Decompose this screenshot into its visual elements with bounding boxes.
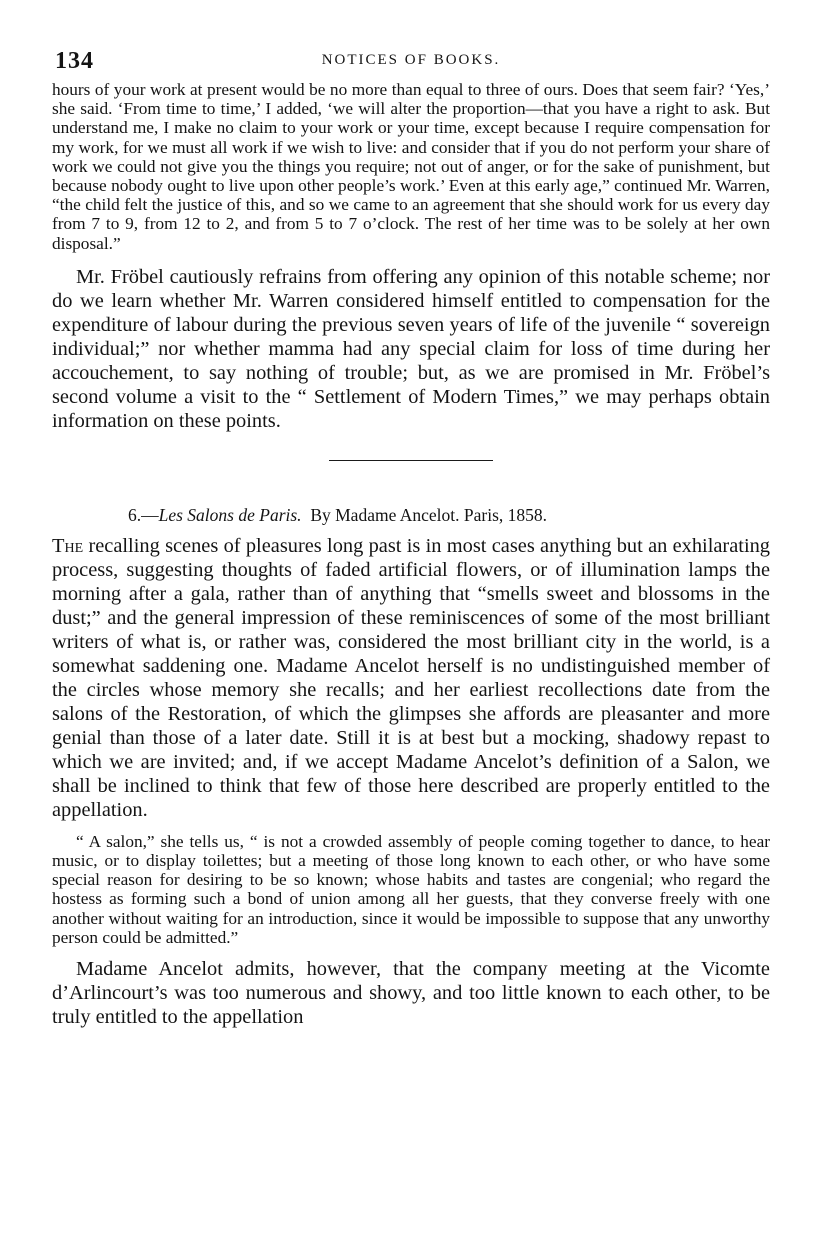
review-opening-text: recalling scenes of pleasures long past is in most cases anything but an exhilarating process, suggesting thoughts of faded artificial flowers, or of illumination lamps the morning after a gala, rather than of anything that “smells sweet and blossoms in the dust;” and the general impression of these reminiscences of some of the most brilliant writers of what is, or rather was, considered the most brilliant city in the world, is a somewhat saddening one. Madame Ancelot herself is no undistinguished member of the circles whose memory she recalls; and her earliest recollections date from the salons of the Restoration, of which the glimpses she affords are pleasanter and more genial than those of a later date. Still it is at best but a mocking, shadowy repast to which we are invited; and, if we accept Madame Ancelot’s definition of a Salon, we shall be inclined to think that few of those here described are properly entitled to the appellation.	[52, 534, 770, 821]
review-book-title: Les Salons de Paris.	[158, 504, 302, 525]
review-number: 6.—	[128, 504, 159, 525]
frobel-commentary-paragraph: Mr. Fröbel cautiously refrains from offering any opinion of this notable scheme; nor do we learn whether Mr. Warren considered himself entitled to compensation for the expenditure of labour during the previous seven years of life of the juvenile “ sovereign individual;” nor whether mamma had any special claim for loss of time during her accouchement, to say nothing of trouble; but, as we are promised in Mr. Fröbel’s second volume a visit to the “ Settlement of Modern Times,” we may perhaps obtain information on these points.	[52, 265, 770, 432]
book-page	[52, 44, 770, 1029]
review-heading	[128, 504, 770, 526]
quoted-passage-continuation: hours of your work at present would be no more than equal to three of ours. Does that seem fair? ‘Yes,’ she said. ‘From time to time,’ I added, ‘we will alter the proportion—that you have a right to ask. But understand me, I make no claim to your work or your time, except because I require compensation for my work, for we must all work if we wish to live: and consider that if you do not perform your share of work we could not give you the things you require; not out of anger, or for the sake of punishment, but because nobody ought to live upon other people’s work.’ Even at this early age,” continued Mr. Warren, “the child felt the justice of this, and so we came to an agreement that she should work for us every day from 7 to 9, from 12 to 2, and from 5 to 7 o’clock. The rest of her time was to be solely at her own disposal.”	[52, 80, 770, 253]
review-closing-paragraph: Madame Ancelot admits, however, that the company meeting at the Vicomte d’Arlincourt’s was too numerous and showy, and too little known to each other, to be truly entitled to the appellation	[52, 958, 770, 1029]
section-divider-rule	[329, 460, 493, 461]
review-byline: By Madame Ancelot. Paris, 1858.	[310, 504, 548, 525]
salon-definition-quote: “ A salon,” she tells us, “ is not a crowded assembly of people coming together to dance, to hear music, or to display toilettes; but a meeting of those long known to each other, or who have some special reason for desiring to be so known; whose habits and tastes are congenial; who regard the hostess as forming such a bond of union among all her guests, that they converse freely with one another without waiting for an introduction, since it would be impossible to suppose that any unworthy person could be admitted.”	[52, 831, 770, 947]
review-lead-word: The	[52, 534, 84, 557]
running-title: NOTICES OF BOOKS.	[321, 52, 501, 68]
page-number: 134	[55, 48, 94, 74]
review-opening-paragraph	[52, 534, 770, 822]
running-head	[52, 44, 770, 78]
